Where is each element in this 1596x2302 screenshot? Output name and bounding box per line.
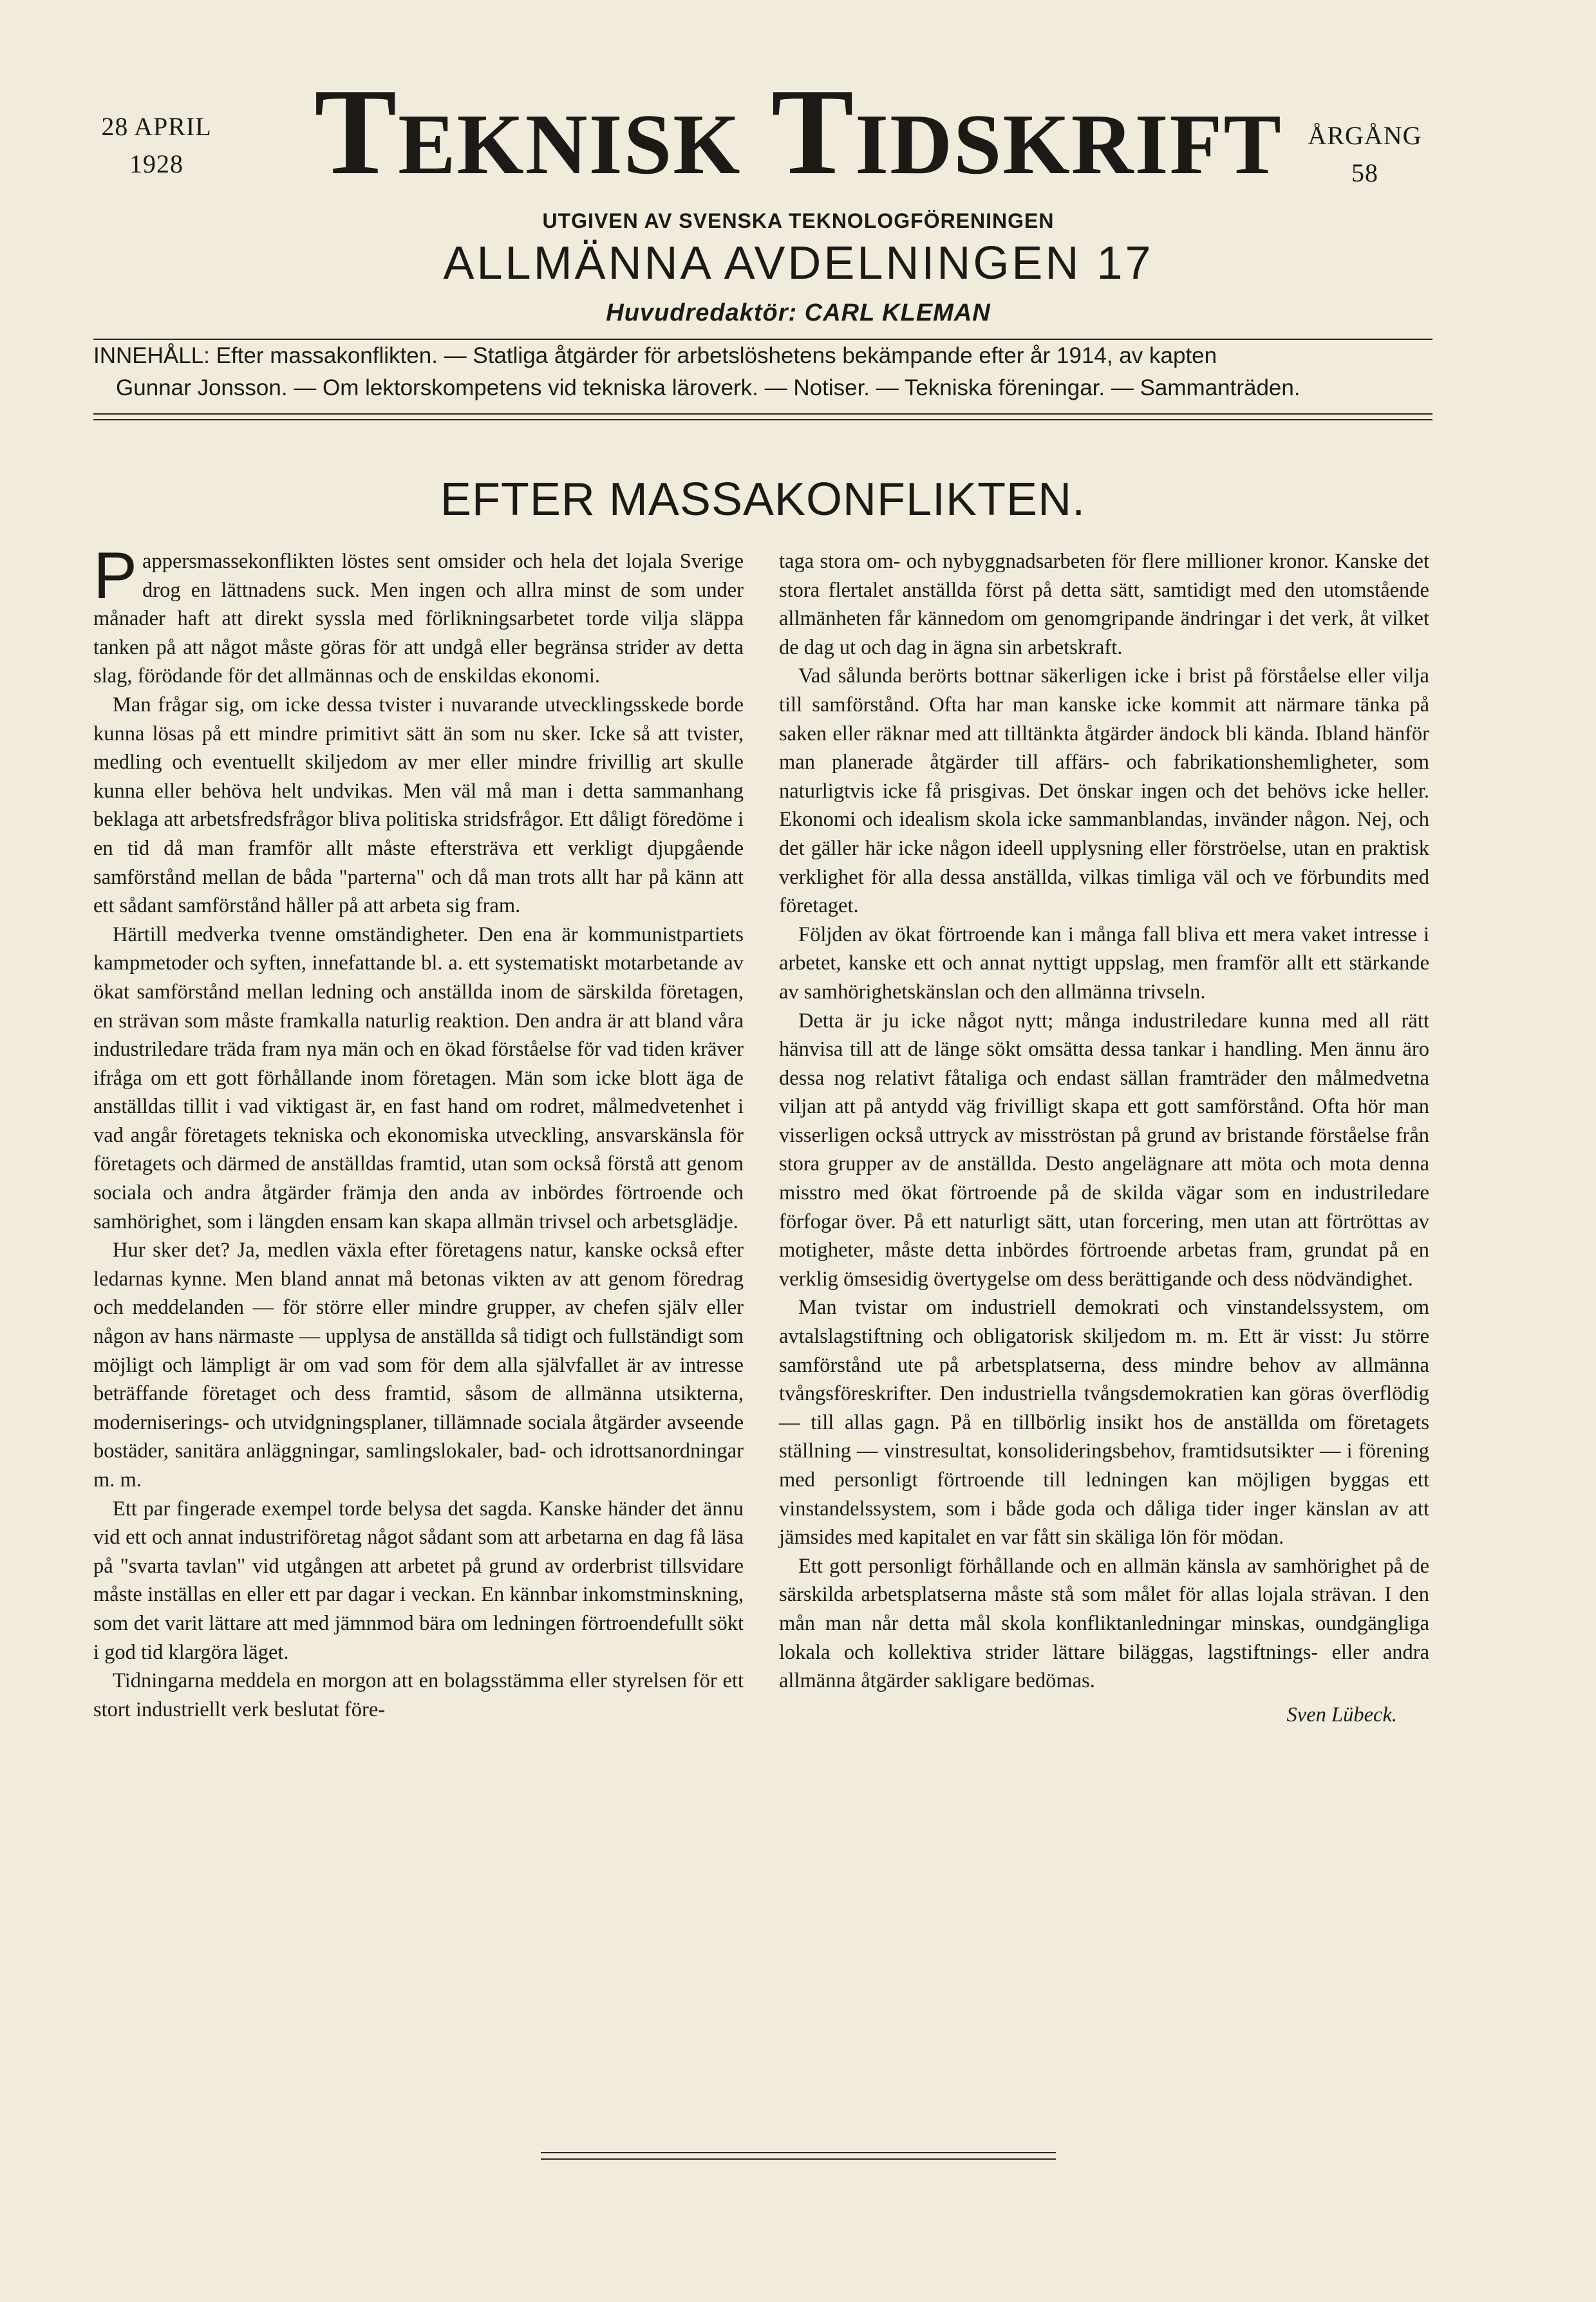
volume-info (1281, 117, 1449, 192)
article-paragraph: Ett par fingerade exempel torde belysa det sagda. Kanske händer det ännu vid ett och annat industriföretag något sådant som att arbetarna en dag få läsa på "svarta tavlan" vid utgången att arbetet på grund av orderbrist tillsvidare måste inställas en eller ett par dagar i veckan. En kännbar inkomstminskning, som det varit lättare att med jämnmod bära om ledningen förtroendefullt sökt i god tid klargöra läget. (93, 1497, 744, 1664)
article-paragraph: Ett gott personligt förhållande och en allmän känsla av samhörighet på de särskilda arbetsplatserna måste stå som målet för allas lojala strävan. I den mån man når detta mål skola konfliktanledningar minskas, oundgängliga lokala och kollektiva strider lättare biläggas, lagstiftnings- eller andra allmänna åtgärder sakligare bedömas. (779, 1554, 1429, 1693)
paragraph-text: appersmassekonflikten löstes sent omsider och hela det lojala Sverige drog en lättnadens suck. Men ingen och allra minst de som under månader haft att direkt syssla med förlikningsarbetet torde vilja släppa tanken på att något måste göras för att undgå eller begränsa strider av detta slag, förödande för det allmännas och de enskildas ekonomi. (93, 550, 744, 688)
contents-line-2: Gunnar Jonsson. — Om lektorskompetens vid tekniska läroverk. — Notiser. — Tekniska föreningar. — Sammanträden. (116, 375, 1300, 400)
article-paragraph: Följden av ökat förtroende kan i många fall bliva ett mera vaket intresse i arbetet, kanske ett och annat nyttigt uppslag, men framför allt ett stärkande av samhörighetskänslan och den allmänna trivseln. (779, 922, 1429, 1004)
volume-number: 58 (1351, 158, 1378, 187)
issue-date-year: 1928 (129, 149, 183, 178)
article-column-left (93, 539, 744, 1724)
article-paragraph: Detta är ju icke något nytt; många industriledare kunna med all rätt hänvisa till att de länge sökt omsätta dessa tankar i handling. Men ännu äro dessa nog relativt fåtaliga och endast sällan framträder den målmedvetna viljan att på antydd väg frivilligt skapa ett gott samförstånd. Ofta hör man visserligen också uttryck av misströstan på grund av bristande förståelse från stora grupper av de anställda. Desto angelägnare att möta och mota denna misstro med ökat förtroende på de skilda vägar som en industriledare förfogar över. På ett naturligt sätt, utan forcering, men utan att förtröttas av motigheter, måste detta inbördes förtroende arbetas fram, grundat på en verklig ömsesidig övertygelse om dess berättigande och dess nödvändighet. (779, 1009, 1429, 1291)
author-signature: Sven Lübeck. (1286, 1703, 1397, 1726)
drop-cap: P (93, 539, 138, 612)
editor-line: Huvudredaktör: CARL KLEMAN (606, 299, 991, 326)
section-title: ALLMÄNNA AVDELNINGEN 17 (443, 238, 1154, 289)
issue-date (76, 108, 237, 183)
publisher-line: UTGIVEN AV SVENSKA TEKNOLOGFÖRENINGEN (542, 209, 1055, 232)
article-column-right (779, 547, 1429, 1729)
article-paragraph: Härtill medverka tvenne omständigheter. Den ena är kommunistpartiets kampmetoder och syften, innefattande bl. a. ett systematiskt motarbetande av ökat samförstånd mellan ledning och anställda inom de särskilda företagen, en strävan som måste framkalla naturlig reaktion. Den andra är att bland våra industriledare träda fram nya män och en ökad förståelse för vad tiden kräver ifråga om ett gott förhållande inom företagen. Män som icke blott äga de anställdas tillit i vad viktigast är, en fast hand om rodret, målmedvetenhet i vad angår företagets tekniska och ekonomiska utveckling, ansvarskänsla för företagets och därmed de anställdas framtid, utan som också förstå att genom sociala och andra åtgärder främja den anda av inbördes förtroende och samhörighet, som i längden ensam kan skapa allmän trivsel och arbetsglädje. (93, 922, 744, 1233)
volume-label: ÅRGÅNG (1308, 121, 1422, 150)
article-paragraph (93, 539, 744, 691)
contents-line-1: INNEHÅLL: Efter massakonflikten. — Statliga åtgärder för arbetslöshetens bekämpande efter år 1914, av kapten (93, 343, 1217, 368)
article-headline: EFTER MASSAKONFLIKTEN. (440, 474, 1086, 525)
article-paragraph: Man frågar sig, om icke dessa tvister i nuvarande utvecklingsskede borde kunna lösas på ett mindre primitivt sätt än som nu sker. Icke så att tvister, medling och eventuellt skiljedom av mer eller mindre frivillig art skulle kunna eller behöva helt undvikas. Men väl må man i detta sammanhang beklaga att arbetsfredsfrågor bliva politiska stridsfrågor. Ett dåligt föredöme i en tid då man framför allt måste eftersträva ett verkligt djupgående samförstånd mellan de båda "parterna" och då man trots allt har på känn att ett sådant samförstånd håller på att arbeta sig fram. (93, 693, 744, 918)
article-paragraph: Man tvistar om industriell demokrati och vinstandelssystem, om avtalslagstiftning och obligatorisk skiljedom m. m. Ett är visst: Ju större samförstånd ute på arbetsplatserna, dess mindre behov av allmänna tvångsföreskrifter. Den industriella tvångsdemokratien kan göras överflödig — till allas gagn. På en tillbörlig insikt hos de anställda om företagets ställning — vinstresultat, konsolideringsbehov, framtidsutsikter — i förening med personligt förtroende till ledningen kan möjligen byggas ett vinstandelssystem, som i både goda och dåliga tider inger känslan av att jämsides med kapitalet en var fått sin skäliga lön för mödan. (779, 1296, 1429, 1549)
contents-bottom-rule (93, 413, 1432, 415)
journal-title: Teknisk Tidskrift (314, 63, 1282, 200)
footer-rule-double (541, 2158, 1056, 2160)
article-paragraph: Vad sålunda berörts bottnar säkerligen icke i brist på förståelse eller vilja till samförstånd. Ofta har man kanske icke kommit att närmare tänka på saken eller räknar med att tilltänkta åtgärder ändock bli kända. Ibland hänför man planerade åtgärder till affärs- och fabrikationshemligheter, som naturligtvis icke få prisgivas. Det önskar ingen och det behövs icke heller. Ekonomi och idealism skola icke sammanblandas, invänder någon. Nej, och det gäller här icke någon ideell upplysning eller förströelse, utan en praktisk verklighet för alla dessa anställda, vilkas timliga väl och ve förbundits med företaget. (779, 664, 1429, 918)
issue-date-day-month: 28 APRIL (101, 112, 212, 141)
footer-rule (541, 2152, 1056, 2153)
table-of-contents (93, 340, 1429, 404)
contents-bottom-rule-double (93, 419, 1432, 420)
article-paragraph: taga stora om- och nybyggnadsarbeten för flere millioner kronor. Kanske det stora flertalet anställda först på detta sätt, samtidigt med den utomstående allmänheten får kännedom om genomgripande ändringar i det verk, åt vilket de dag ut och dag in ägna sin arbetskraft. (779, 550, 1429, 659)
article-paragraph: Hur sker det? Ja, medlen växla efter företagens natur, kanske också efter ledarnas kynne. Men bland annat må betonas vikten av att genom föredrag och meddelanden — för större eller mindre grupper, av chefen själv eller någon av hans närmaste — upplysa de anställda så tidigt och fullständigt som möjligt och lämpligt är om vad som för dem alla självfallet är av intresse beträffande företaget och dess framtid, såsom de allmänna utsikterna, moderniserings- och utvidgningsplaner, tillämnade sociala åtgärder avseende bostäder, sanitära anläggningar, samlingslokaler, bad- och idrottsanordningar m. m. (93, 1239, 744, 1492)
article-paragraph: Tidningarna meddela en morgon att en bolagsstämma eller styrelsen för ett stort industriellt verk beslutat före- (93, 1669, 744, 1721)
